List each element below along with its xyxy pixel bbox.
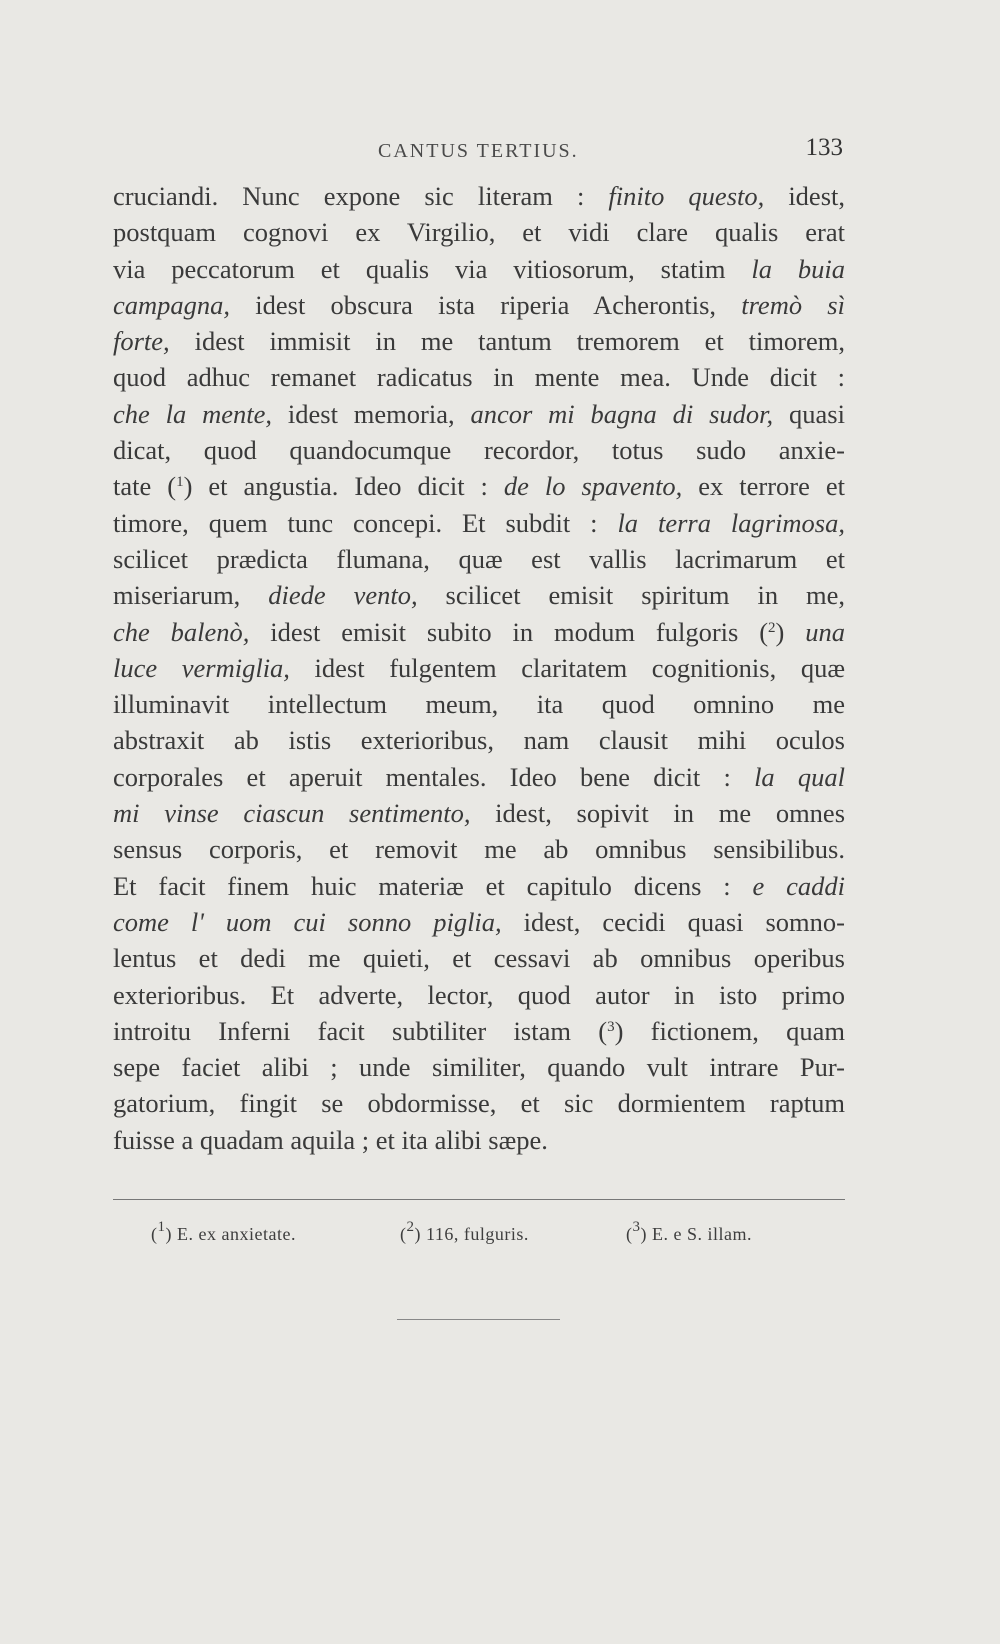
text-line-9: tate ($^1$) et angustia. Ideo dicit : de lo spavento, ex terrore et	[113, 471, 846, 502]
end-rule	[397, 1319, 560, 1320]
text-line-4: campagna, idest obscura ista riperia Acherontis, tremò sì	[113, 289, 845, 320]
footnote-ref-1: 1	[176, 474, 184, 491]
text-line-8: dicat, quod quandocumque recordor, totus sudo anxie-	[113, 435, 845, 466]
text-line-5: forte, idest immisit in me tantum tremorem et timorem,	[113, 326, 845, 357]
text-line-24: introitu Inferni facit subtiliter istam ($^3$) fictionem, quam	[113, 1015, 845, 1046]
text-line-17: corporales et aperuit mentales. Ideo bene dicit : la qual	[113, 761, 845, 792]
footnote-ref-3: 3	[607, 1018, 615, 1035]
footnote-1: ($^1$) E. ex anxietate.	[151, 1219, 296, 1244]
text-line-16: abstraxit ab istis exterioribus, nam clausit mihi oculos	[113, 725, 845, 756]
footnote-separator	[113, 1199, 845, 1200]
footnotes	[113, 1219, 845, 1254]
text-line-26: gatorium, fingit se obdormisse, et sic dormientem raptum	[113, 1088, 845, 1119]
text-line-19: sensus corporis, et removit me ab omnibus sensibilibus.	[113, 834, 845, 865]
text-line-1: cruciandi. Nunc expone sic literam : finito questo, idest,	[113, 181, 845, 211]
page-header	[113, 134, 845, 170]
text-line-6: quod adhuc remanet radicatus in mente mea. Unde dicit :	[113, 362, 845, 393]
main-text	[113, 178, 845, 1158]
text-line-25: sepe faciet alibi ; unde similiter, quando vult intrare Pur-	[113, 1052, 845, 1083]
text-line-23: exterioribus. Et adverte, lector, quod autor in isto primo	[113, 979, 845, 1010]
text-line-18: mi vinse ciascun sentimento, idest, sopivit in me omnes	[113, 798, 846, 829]
text-line-3: via peccatorum et qualis via vitiosorum, statim la buia	[113, 253, 845, 284]
running-head: CANTUS TERTIUS.	[378, 140, 579, 162]
text-line-21: come l' uom cui sonno piglia, idest, cecidi quasi somno-	[113, 906, 845, 937]
text-line-20: Et facit finem huic materiæ et capitulo dicens : e caddi	[113, 870, 845, 901]
footnote-3: ($^3$) E. e S. illam.	[626, 1219, 752, 1244]
page-number: 133	[805, 134, 843, 161]
text-line-27: fuisse a quadam aquila ; et ita alibi sæpe.	[113, 1124, 548, 1155]
text-line-13: che balenò, idest emisit subito in modum fulgoris ($^2$) una	[113, 616, 845, 647]
text-line-2: postquam cognovi ex Virgilio, et vidi clare qualis erat	[113, 217, 845, 248]
text-line-22: lentus et dedi me quieti, et cessavi ab omnibus operibus	[113, 943, 845, 974]
text-line-15: illuminavit intellectum meum, ita quod omnino me	[113, 689, 845, 720]
text-line-7: che la mente, idest memoria, ancor mi bagna di sudor, quasi	[113, 398, 845, 429]
footnote-ref-2: 2	[768, 619, 776, 636]
text-line-12: miseriarum, diede vento, scilicet emisit spiritum in me,	[113, 580, 845, 611]
text-line-11: scilicet prædicta flumana, quæ est vallis lacrimarum et	[113, 543, 845, 574]
text-line-14: luce vermiglia, idest fulgentem claritatem cognitionis, quæ	[113, 652, 845, 683]
footnote-2: ($^2$) 116, fulguris.	[400, 1219, 529, 1244]
text-line-10: timore, quem tunc concepi. Et subdit : la terra lagrimosa,	[113, 507, 845, 538]
